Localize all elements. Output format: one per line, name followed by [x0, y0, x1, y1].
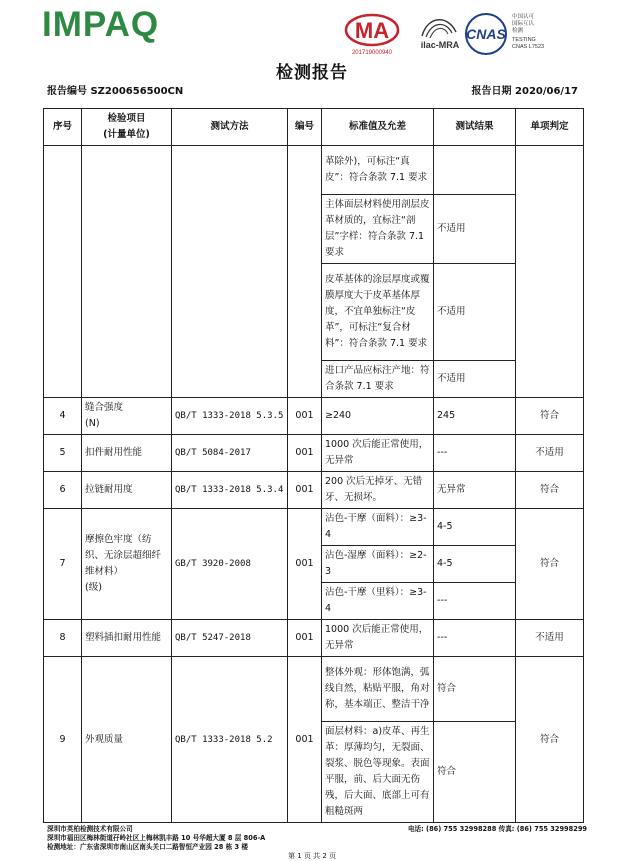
header-item-text: 检验项目 (计量单位) [103, 113, 150, 140]
cell-result: 不适用 [434, 195, 516, 264]
cell-no: 9 [44, 657, 82, 823]
header-item [82, 109, 172, 146]
header-code: 编号 [288, 109, 322, 146]
cell-judgement: 不适用 [516, 435, 584, 472]
cell-item: 扣件耐用性能 [82, 435, 172, 472]
cell-standard: 进口产品应标注产地：符合条款 7.1 要求 [322, 361, 434, 398]
cell-item-text: 缝合强度 (N) [85, 402, 124, 429]
table-row [44, 435, 584, 472]
cell-judgement: 符合 [516, 398, 584, 435]
cell-code: 001 [288, 509, 322, 620]
cell-standard: 1000 次后能正常使用，无异常 [322, 620, 434, 657]
cell-judgement [516, 146, 584, 398]
impaq-logo: IMPAQ [42, 5, 160, 44]
cell-method: QB/T 1333-2018 5.3.4 [172, 472, 288, 509]
cell-result: 符合 [434, 722, 516, 823]
cell-item-text: 摩擦色牢度（纺织、无涂层超细纤维材料） (级) [85, 534, 162, 593]
svg-text:ilac-MRA: ilac-MRA [420, 40, 460, 50]
svg-text:中国认可: 中国认可 [512, 14, 535, 20]
cell-result: 4-5 [434, 546, 516, 583]
svg-text:CNAS L7523: CNAS L7523 [512, 44, 545, 50]
cell-standard: 皮革基体的涂层厚度或覆膜厚度大于皮革基体厚度，不宜单独标注“皮革”，可标注“复合材料”：符合条款 7.1 要求 [322, 264, 434, 361]
table-header-row [44, 109, 584, 146]
cell-code: 001 [288, 435, 322, 472]
cma-mark [346, 15, 398, 56]
cell-standard: ≥240 [322, 398, 434, 435]
cell-standard: 整体外观：形体饱满，弧线自然，粘贴平服，角对称，基本端正、整洁干净 [322, 657, 434, 722]
ilac-mra-mark [421, 20, 460, 50]
accreditation-marks [344, 10, 584, 58]
cell-standard: 沾色-湿摩（面料）：≥2-3 [322, 546, 434, 583]
table-row [44, 398, 584, 435]
cell-standard: 面层材料：a)皮革、再生革：厚薄均匀，无裂面、裂浆、脱色等现象。表面平服，前、后大面无伤残，后大面、底部上可有粗糙斑两 [322, 722, 434, 823]
table-row [44, 509, 584, 546]
report-number: 报告编号 SZ200656500CN [47, 86, 184, 97]
cell-no [44, 146, 82, 398]
cell-result: --- [434, 435, 516, 472]
svg-text:201719000940: 201719000940 [351, 50, 393, 56]
cell-result: 无异常 [434, 472, 516, 509]
report-date: 报告日期 2020/06/17 [471, 86, 578, 97]
footer-address: 深圳市福田区梅林街道孖岭社区上梅林凯丰路 10 号华超大厦 8 层 806-A [47, 834, 266, 842]
cell-method: GB/T 3920-2008 [172, 509, 288, 620]
cell-item: 拉链耐用度 [82, 472, 172, 509]
cell-result: 245 [434, 398, 516, 435]
table-row [44, 146, 584, 195]
svg-text:TESTING: TESTING [512, 37, 536, 43]
cell-method: QB/T 5084-2017 [172, 435, 288, 472]
cell-result: --- [434, 620, 516, 657]
cell-result [434, 146, 516, 195]
header-judgement: 单项判定 [516, 109, 584, 146]
header-standard: 标准值及允差 [322, 109, 434, 146]
svg-text:国际互认: 国际互认 [512, 21, 535, 27]
footer-divider [43, 822, 583, 823]
cnas-mark [466, 12, 544, 54]
table-row [44, 472, 584, 509]
cell-no: 8 [44, 620, 82, 657]
cell-judgement: 不适用 [516, 620, 584, 657]
cell-result: 符合 [434, 657, 516, 722]
cell-method: QB/T 1333-2018 5.3.5 [172, 398, 288, 435]
header-no: 序号 [44, 109, 82, 146]
cell-result: --- [434, 583, 516, 620]
cell-no: 4 [44, 398, 82, 435]
footer-phone: 电话: (86) 755 32998288 传真: (86) 755 32998299 [407, 825, 587, 833]
page-number: 第 1 页 共 2 页 [287, 852, 337, 860]
cell-no: 7 [44, 509, 82, 620]
cell-result: 不适用 [434, 361, 516, 398]
footer [47, 825, 587, 852]
svg-text:检测: 检测 [512, 28, 524, 34]
table-row [44, 657, 584, 722]
cell-item [82, 509, 172, 620]
cell-item: 外观质量 [82, 657, 172, 823]
cell-standard: 200 次后无掉牙、无错牙、无损坏。 [322, 472, 434, 509]
cell-standard: 主体面层材料使用剖层皮革材质的，宜标注“剖层”字样：符合条款 7.1 要求 [322, 195, 434, 264]
cell-standard: 沾色-干摩（里料）：≥3-4 [322, 583, 434, 620]
table-row [44, 620, 584, 657]
cell-code [288, 146, 322, 398]
svg-text:MA: MA [354, 18, 390, 43]
cell-result: 4-5 [434, 509, 516, 546]
cell-method: QB/T 1333-2018 5.2 [172, 657, 288, 823]
cell-judgement: 符合 [516, 509, 584, 620]
footer-lab-address: 检测地址：广东省深圳市南山区南头关口二路智恒产业园 28 栋 3 楼 [47, 843, 248, 851]
cell-method: QB/T 5247-2018 [172, 620, 288, 657]
cell-code: 001 [288, 472, 322, 509]
cell-no: 5 [44, 435, 82, 472]
cell-item [82, 398, 172, 435]
cell-item: 塑料插扣耐用性能 [82, 620, 172, 657]
cell-judgement: 符合 [516, 657, 584, 823]
cell-code: 001 [288, 620, 322, 657]
cell-result: 不适用 [434, 264, 516, 361]
cell-code: 001 [288, 657, 322, 823]
cell-method [172, 146, 288, 398]
cell-judgement: 符合 [516, 472, 584, 509]
svg-text:CNAS: CNAS [466, 26, 506, 42]
footer-company: 深圳市英柏检测技术有限公司 [47, 825, 133, 833]
cell-standard: 革除外)，可标注“真皮”：符合条款 7.1 要求 [322, 146, 434, 195]
test-results-table [43, 108, 584, 823]
cell-standard: 沾色-干摩（面料）：≥3-4 [322, 509, 434, 546]
report-title: 检测报告 [276, 63, 348, 83]
header-result: 测试结果 [434, 109, 516, 146]
cell-standard: 1000 次后能正常使用，无异常 [322, 435, 434, 472]
cell-item [82, 146, 172, 398]
cell-code: 001 [288, 398, 322, 435]
header-method: 测试方法 [172, 109, 288, 146]
cell-no: 6 [44, 472, 82, 509]
